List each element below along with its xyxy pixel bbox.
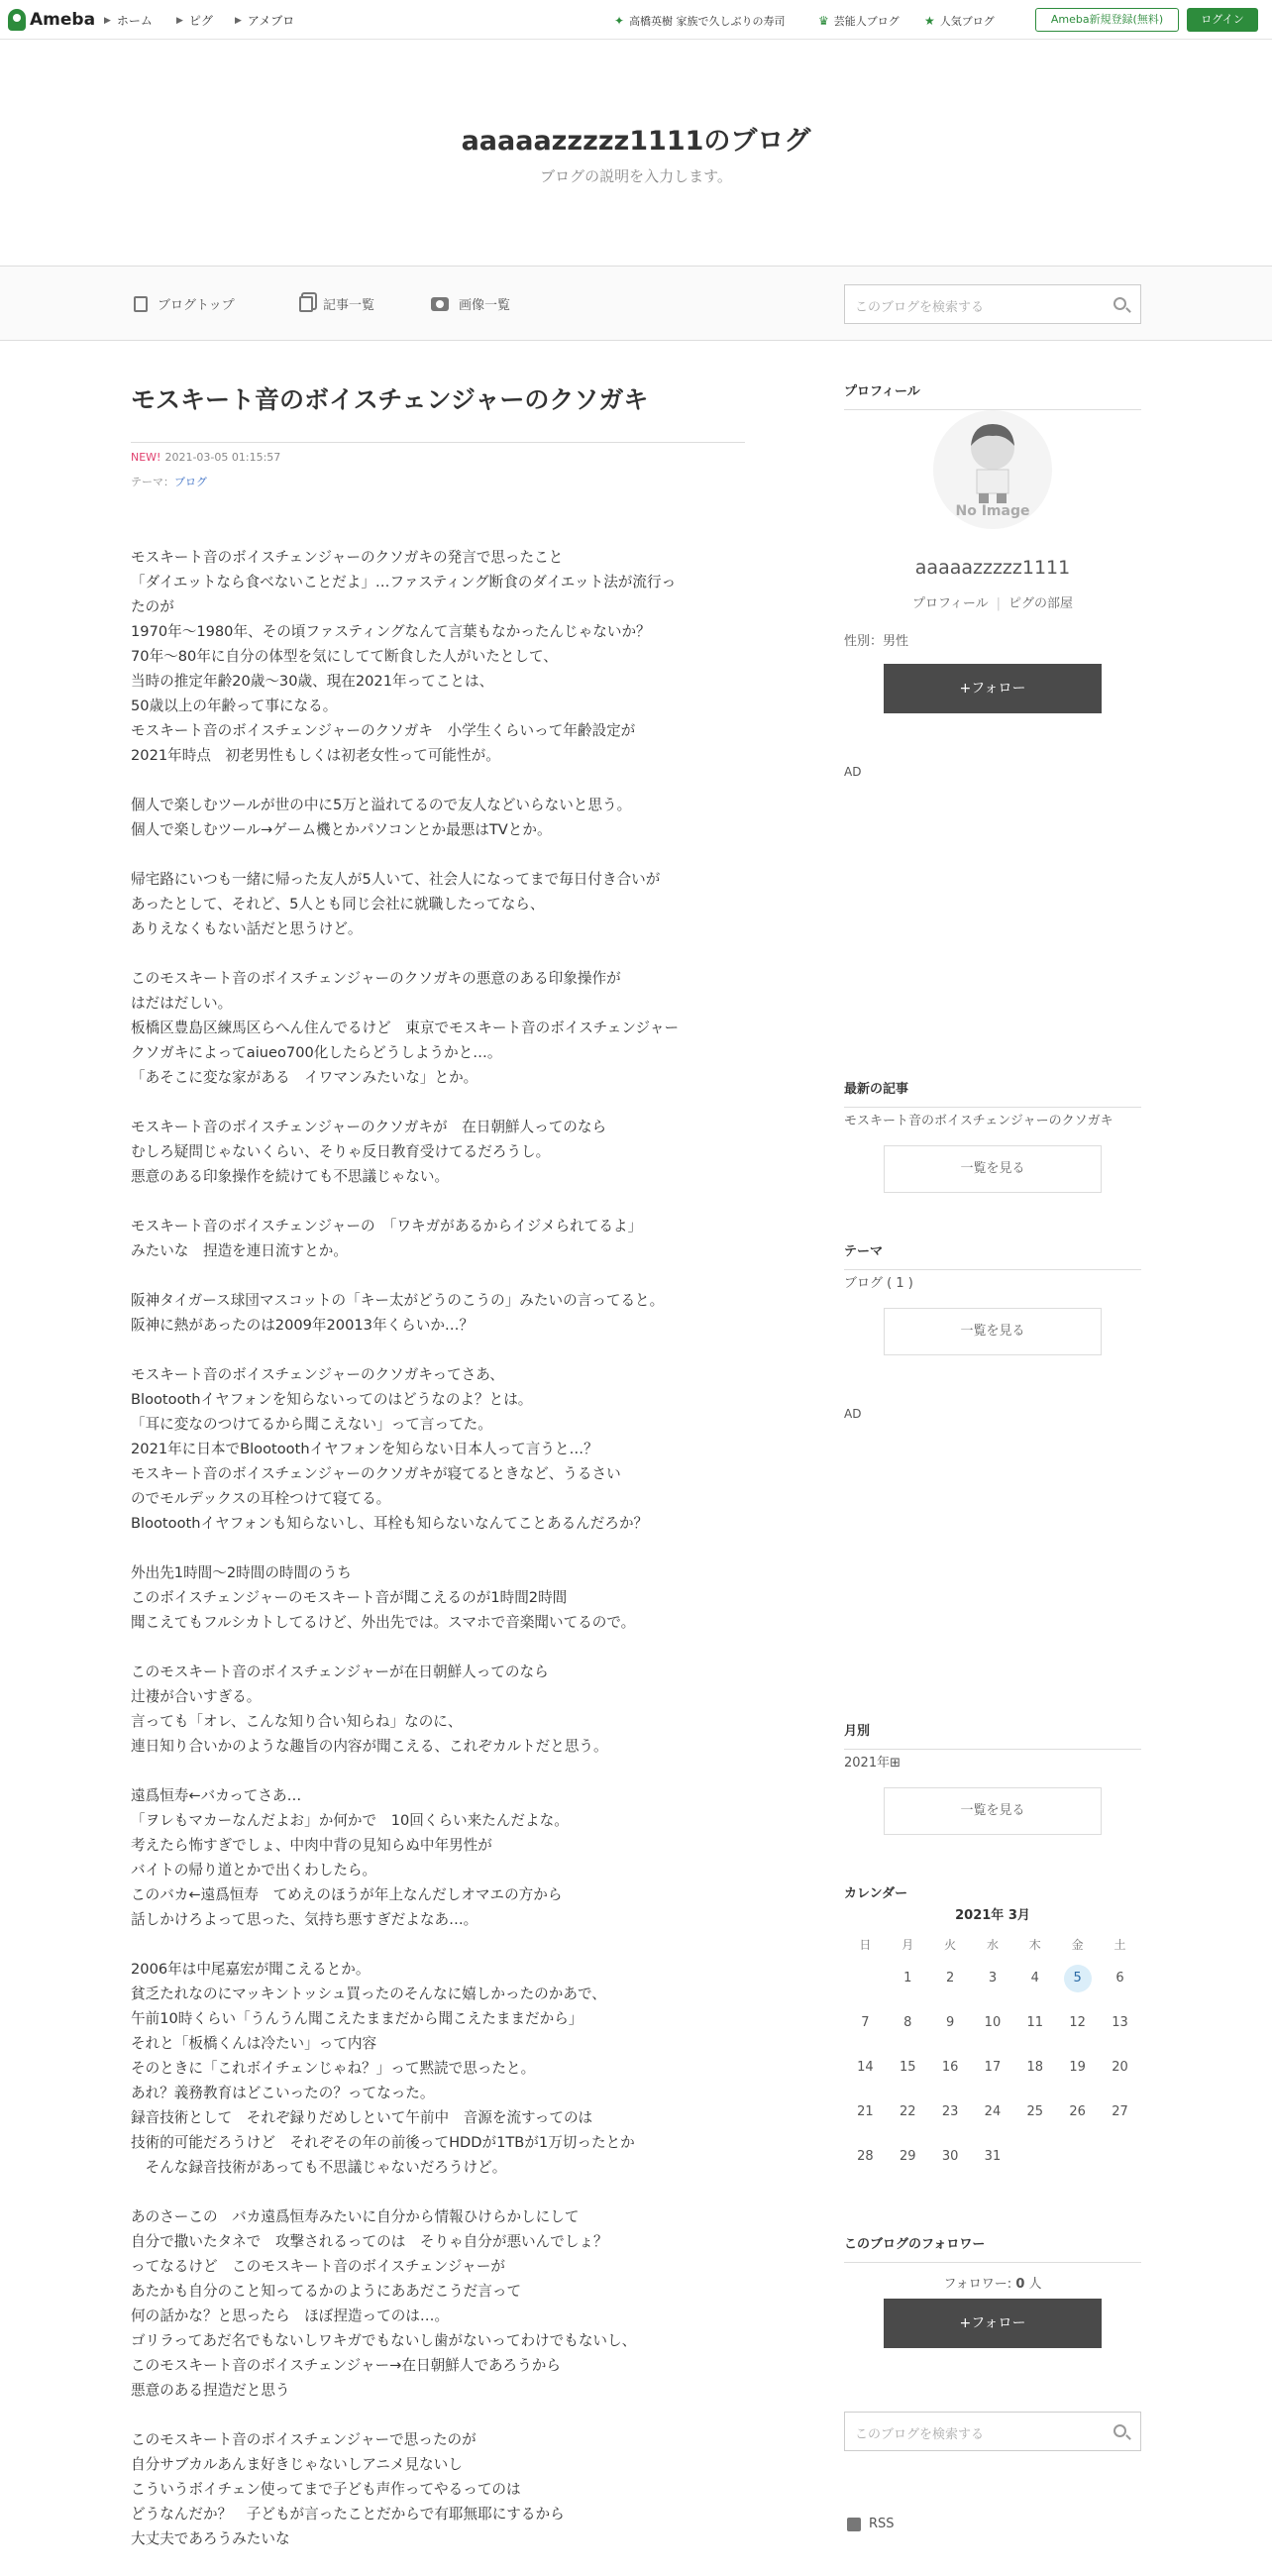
calendar-day[interactable]: [929, 2104, 972, 2119]
text-line: 何の話かな？と思ったら ほぼ捏造ってのは…。: [131, 2308, 450, 2324]
text-line: どうなんだか？ 子どもが言ったことだからで有耶無耶にするから: [131, 2506, 565, 2522]
search-icon[interactable]: [1113, 2424, 1126, 2437]
calendar-day[interactable]: [887, 2015, 929, 2030]
followers-number: 0: [1015, 2277, 1025, 2292]
text-line: 録音技術として それぞ録りだめしといて午前中 音源を流すってのは: [131, 2109, 593, 2126]
calendar-day[interactable]: [972, 2104, 1014, 2119]
text-line: ありえなくもない話だと思うけど。: [131, 920, 363, 937]
text-line: 「あそこに変な家がある イワマンみたいな」とか。: [131, 1069, 478, 1086]
calendar-day-number: 17: [984, 2060, 1002, 2075]
calendar-day-number: 3: [988, 1971, 998, 1986]
calendar-day-number: 29: [899, 2149, 916, 2164]
separator: |: [996, 596, 1002, 611]
calendar-day-number: 7: [861, 2015, 870, 2030]
paragraph: [131, 545, 745, 768]
text-line: ってなるけど このモスキート音のボイスチェンジャーが: [131, 2258, 505, 2275]
calendar-day[interactable]: [929, 2060, 972, 2075]
weekday-label: 月: [901, 1937, 914, 1952]
calendar-day[interactable]: [972, 1971, 1014, 1986]
sidebar-search-placeholder: このブログを検索する: [855, 2427, 985, 2442]
calendar-day[interactable]: [844, 2015, 887, 2030]
blog-title[interactable]: aaaaazzzzz1111のブログ: [461, 126, 811, 157]
text-line: 話しかけろよって思った、気持ち悪すぎだよなあ…。: [131, 1911, 478, 1928]
calendar-week: [844, 2000, 1141, 2045]
text-line: 大丈夫であろうみたいな: [131, 2530, 290, 2547]
text-line: 帰宅路にいつも一緒に帰った友人が5人いて、社会人になってまで毎日付き合いが: [131, 871, 661, 888]
paragraph: [131, 2427, 745, 2551]
calendar-day-number: 13: [1112, 2015, 1128, 2030]
text-line: 2006年は中尾嘉宏が聞こえるとか。: [131, 1961, 371, 1978]
text-line: モスキート音のボイスチェンジャーのクソガキが寝てるときなど、うるさい: [131, 1465, 621, 1482]
text-line: それと「板橋くんは冷たい」って内容: [131, 2035, 377, 2052]
calendar-day-number: 30: [941, 2149, 959, 2164]
text-line: 辻褄が合いすぎる。: [131, 1688, 262, 1705]
calendar-day[interactable]: [1013, 2060, 1056, 2075]
celebrity-blog-link[interactable]: [818, 13, 900, 29]
text-line: 悪意のある印象操作を続けても不思議じゃない。: [131, 1168, 450, 1185]
calendar-day[interactable]: [844, 2104, 887, 2119]
triangle-icon: ▶: [176, 15, 183, 26]
calendar-day[interactable]: [972, 2015, 1014, 2030]
rss-label: RSS: [869, 2517, 895, 2531]
paragraph: [131, 1115, 745, 1189]
text-line: のでモルデックスの耳栓つけて寝てる。: [131, 1490, 391, 1507]
star-icon: ★: [924, 14, 935, 28]
expand-icon[interactable]: ⊞: [890, 1756, 901, 1771]
trending-link[interactable]: [614, 13, 786, 29]
calendar-day[interactable]: [887, 2060, 929, 2075]
global-header: [0, 0, 1272, 40]
triangle-icon: ▶: [104, 15, 111, 26]
calendar-day-number: 4: [1030, 1971, 1039, 1986]
entry-list-link[interactable]: [299, 294, 374, 313]
paragraph: [131, 2204, 745, 2403]
calendar-day[interactable]: [1013, 2104, 1056, 2119]
text-line: あのさーこの バカ遠爲恒寿みたいに自分から情報ひけらかしにして: [131, 2208, 580, 2225]
nav-home[interactable]: [104, 12, 153, 29]
paragraph: [131, 1214, 745, 1263]
entry-title[interactable]: モスキート音のボイスチェンジャーのクソガキ: [131, 380, 745, 443]
calendar-day-number: 25: [1026, 2104, 1044, 2119]
profile-heading: プロフィール: [844, 380, 1141, 410]
text-line: 板橋区豊島区練馬区らへん住んでるけど 東京でモスキート音のボイスチェンジャー: [131, 1020, 680, 1036]
entry-meta: [131, 451, 280, 464]
calendar-day-number: 20: [1112, 2060, 1128, 2075]
monthly-heading: 月別: [844, 1720, 1141, 1750]
text-line: モスキート音のボイスチェンジャーのクソガキ 小学生くらいって年齢設定が: [131, 722, 636, 739]
text-line: むしろ疑問じゃないくらい、そりゃ反日教育受けてるだろうし。: [131, 1143, 551, 1160]
calendar-day[interactable]: [1099, 2015, 1141, 2030]
nav-pigg[interactable]: [176, 12, 213, 29]
calendar-day-number: 26: [1069, 2104, 1086, 2119]
blog-description: ブログの説明を入力します。: [540, 167, 732, 185]
followers-unit: 人: [1028, 2277, 1042, 2292]
calendar-day-number: 22: [899, 2104, 916, 2119]
text-line: Blootoothイヤフォンを知らないってのはどうなのよ？とは。: [131, 1391, 533, 1408]
calendar-day[interactable]: [1013, 2015, 1056, 2030]
calendar-day[interactable]: [1056, 2104, 1099, 2119]
text-line: 「ダイエットなら食べないことだよ」…ファスティング断食のダイエット法が流行っ: [131, 574, 677, 590]
pigg-room-link[interactable]: ピグの部屋: [1008, 596, 1074, 611]
text-line: バイトの帰り道とかで出くわしたら。: [131, 1862, 377, 1878]
calendar-day-number: 23: [941, 2104, 959, 2119]
weekday-label: 日: [859, 1937, 872, 1952]
calendar-day-number: 27: [1112, 2104, 1128, 2119]
text-line: 1970年～1980年、その頃ファスティングなんて言葉もなかったんじゃないか？: [131, 623, 651, 640]
paragraph: [131, 1783, 745, 1932]
weekday-label: 金: [1071, 1937, 1084, 1952]
avatar[interactable]: [933, 410, 1052, 529]
latest-entries-heading: 最新の記事: [844, 1078, 1141, 1108]
text-line: 午前10時くらい「うんうん聞こえたままだから聞こえたままだから」: [131, 2010, 583, 2027]
calendar-day[interactable]: [887, 2149, 929, 2164]
entry-date: 2021-03-05 01:15:57: [164, 451, 281, 464]
entry-theme: [131, 474, 207, 489]
follow-button[interactable]: +フォロー: [884, 664, 1102, 713]
text-line: 考えたら怖すぎでしょ、中肉中背の見知らぬ中年男性が: [131, 1837, 492, 1854]
text-line: 当時の推定年齢20歳～30歳、現在2021年ってことは、: [131, 673, 494, 690]
copy-icon: [299, 296, 313, 312]
follow-button-bottom[interactable]: +フォロー: [884, 2299, 1102, 2348]
calendar-day[interactable]: [1099, 2104, 1141, 2119]
text-line: このモスキート音のボイスチェンジャー→在日朝鮮人であろうから: [131, 2357, 561, 2374]
followers-heading: このブログのフォロワー: [844, 2233, 1141, 2263]
theme-label: テーマ：: [131, 476, 174, 488]
crown-icon: ♛: [818, 14, 829, 28]
calendar-day[interactable]: [844, 2149, 887, 2164]
text-line: 2021年時点 初老男性もしくは初老女性って可能性が。: [131, 747, 500, 764]
calendar-weekdays: [844, 1932, 1141, 1956]
text-line: 貧乏たれなのにマッキントッシュ買ったのそんなに嬉しかったのかあで、: [131, 1986, 606, 2002]
monthly-see-all-button[interactable]: 一覧を見る: [884, 1787, 1102, 1835]
year-label: 2021年: [844, 1756, 891, 1771]
search-placeholder: このブログを検索する: [855, 300, 985, 315]
text-line: このバカ←遠爲恒寿 てめえのほうが年上なんだしオマエの方から: [131, 1886, 563, 1903]
text-line: このボイスチェンジャーのモスキート音が聞こえるのが1時間2時間: [131, 1589, 568, 1606]
calendar-day-number: 14: [857, 2060, 874, 2075]
calendar-day[interactable]: [1099, 2060, 1141, 2075]
calendar-day[interactable]: [1056, 2060, 1099, 2075]
ameba-logo[interactable]: [8, 7, 95, 33]
text-line: ゴリラってあだ名でもないしワキガでもないし歯がないってわけでもないし、: [131, 2332, 637, 2349]
calendar-day[interactable]: [929, 1971, 972, 1986]
text-line: 個人で楽しむツール→ゲーム機とかパソコンとか最悪はTVとか。: [131, 821, 552, 838]
triangle-icon: ▶: [235, 15, 242, 26]
text-line: 悪意のある捏造だと思う: [131, 2382, 290, 2399]
text-line: このモスキート音のボイスチェンジャーが在日朝鮮人ってのなら: [131, 1664, 549, 1680]
text-line: あれ？義務教育はどこいったの？ってなった。: [131, 2085, 435, 2101]
text-line: このモスキート音のボイスチェンジャーのクソガキの悪意のある印象操作が: [131, 970, 621, 987]
theme-see-all-button[interactable]: 一覧を見る: [884, 1308, 1102, 1355]
rss-link[interactable]: [847, 2517, 895, 2531]
text-line: Blootoothイヤフォンも知らないし、耳栓も知らないなんてことあるんだろか？: [131, 1515, 649, 1532]
text-line: 遠爲恒寿←バカってさあ…: [131, 1787, 302, 1804]
calendar-day-number: 6: [1115, 1971, 1124, 1986]
camera-icon: [431, 297, 449, 311]
popular-blog-link[interactable]: [924, 13, 995, 29]
text-line: モスキート音のボイスチェンジャーの 「ワキガがあるからイジメられてるよ」: [131, 1218, 643, 1234]
calendar-day-number: 10: [984, 2015, 1002, 2030]
text-line: そのときに「これボイチェンじゃね？」って黙読で思ったと。: [131, 2060, 536, 2077]
text-line: 50歳以上の年齢って事になる。: [131, 698, 338, 714]
text-line: 連日知り合いかのような趣旨の内容が聞こえる、これぞカルトだと思う。: [131, 1738, 608, 1755]
text-line: 言っても「オレ、こんな知り合い知らね」なのに、: [131, 1713, 463, 1730]
theme-item-link[interactable]: ブログ ( 1 ): [844, 1276, 913, 1291]
popular-blog-label: 人気ブログ: [939, 15, 995, 28]
image-list-link[interactable]: [431, 294, 510, 313]
paragraph: [131, 1660, 745, 1759]
blog-nav: [0, 266, 1272, 341]
follower-count: [844, 2273, 1141, 2292]
blog-top-link[interactable]: [134, 294, 235, 313]
calendar-day[interactable]: [1013, 1971, 1056, 1986]
text-line: みたいな 捏造を連日流すとか。: [131, 1242, 348, 1259]
text-line: こういうボイチェン使ってまで子ども声作ってやるってのは: [131, 2481, 521, 2498]
profile-links: [844, 592, 1141, 611]
text-line: 阪神に熱があったのは2009年20013年くらいか…？: [131, 1317, 475, 1334]
calendar-day-number: 16: [941, 2060, 959, 2075]
weekday-label: 土: [1113, 1937, 1126, 1952]
calendar-day-number: 2: [945, 1971, 955, 1986]
login-button[interactable]: ログイン: [1187, 8, 1258, 32]
calendar-day[interactable]: [929, 2015, 972, 2030]
document-icon: [134, 296, 148, 312]
calendar-day-number: 5: [1064, 1965, 1092, 1992]
text-line: あたかも自分のこと知ってるかのようにああだこうだ言って: [131, 2283, 522, 2300]
calendar-month: 2021年 3月: [955, 1908, 1030, 1923]
nav-ameblo[interactable]: [235, 12, 294, 29]
paragraph: [131, 793, 745, 842]
calendar-week: [844, 1956, 1141, 2000]
text-line: 阪神タイガース球団マスコットの「キー太がどうのこうの」みたいの言ってると。: [131, 1292, 665, 1309]
calendar-day-number: 24: [984, 2104, 1002, 2119]
text-line: このモスキート音のボイスチェンジャーで思ったのが: [131, 2431, 477, 2448]
calendar-heading: カレンダー: [844, 1886, 908, 1901]
year-item[interactable]: [844, 1752, 901, 1771]
paragraph: [131, 1362, 745, 1536]
blog-top-label: ブログトップ: [158, 298, 235, 313]
blog-search-input[interactable]: [844, 284, 1141, 324]
text-line: たのが: [131, 598, 174, 615]
nav-ameblo-label: アメブロ: [247, 14, 295, 28]
text-line: 聞こえてもフルシカトしてるけど、外出先では。スマホで音楽聞いてるので。: [131, 1614, 636, 1631]
trending-label: 高橋英樹 家族で久しぶりの寿司: [629, 15, 786, 28]
text-line: 2021年に日本でBlootoothイヤフォンを知らない日本人って言うと…？: [131, 1441, 598, 1457]
calendar-day-number: 21: [857, 2104, 874, 2119]
ameba-logo-icon: [8, 9, 26, 31]
gender-text: 性別：男性: [844, 634, 909, 649]
spark-icon: ✦: [614, 14, 625, 28]
calendar-day[interactable]: [887, 1971, 929, 1986]
celebrity-blog-label: 芸能人ブログ: [833, 15, 900, 28]
calendar-day-number: 28: [857, 2149, 874, 2164]
theme-link[interactable]: ブログ: [174, 476, 207, 488]
calendar-day-number: 19: [1069, 2060, 1086, 2075]
weekday-label: 火: [944, 1937, 957, 1952]
rss-icon: [847, 2518, 861, 2531]
text-line: あったとして、それど、5人とも同じ会社に就職したってなら、: [131, 896, 545, 912]
paragraph: [131, 867, 745, 941]
ad-label: AD: [844, 765, 862, 779]
calendar-day[interactable]: [1056, 2015, 1099, 2030]
calendar-day-number: 9: [945, 2015, 955, 2030]
followers-label: フォロワー:: [943, 2277, 1012, 2292]
search-icon[interactable]: [1113, 297, 1126, 310]
text-line: モスキート音のボイスチェンジャーのクソガキが 在日朝鮮人ってのなら: [131, 1119, 607, 1135]
image-list-label: 画像一覧: [459, 298, 511, 313]
calendar-week: [844, 2090, 1141, 2134]
calendar-week: [844, 2045, 1141, 2090]
ad-label: AD: [844, 1407, 862, 1421]
calendar-day-number: 12: [1069, 2015, 1086, 2030]
text-line: 70年～80年に自分の体型を気にしてて断食した人がいたとして、: [131, 648, 558, 665]
text-line: 外出先1時間～2時間の時間のうち: [131, 1564, 352, 1581]
text-line: 自分で撒いたタネで 攻撃されるってのは そりゃ自分が悪いんでしょ？: [131, 2233, 608, 2250]
text-line: 個人で楽しむツールが世の中に5万と溢れてるので友人などいらないと思う。: [131, 797, 632, 813]
profile-name[interactable]: aaaaazzzzz1111: [914, 557, 1071, 579]
text-line: そんな録音技術があっても不思議じゃないだろうけど。: [131, 2159, 507, 2176]
theme-heading: テーマ: [844, 1240, 1141, 1270]
paragraph: [131, 1957, 745, 2180]
latest-entry-link[interactable]: モスキート音のボイスチェンジャーのクソガキ: [844, 1114, 1113, 1128]
paragraph: [131, 1560, 745, 1635]
text-line: モスキート音のボイスチェンジャーのクソガキってさあ、: [131, 1366, 504, 1383]
entry-body: [131, 545, 745, 2576]
new-badge: NEW!: [131, 451, 161, 464]
paragraph: [131, 966, 745, 1090]
entry-list-label: 記事一覧: [323, 298, 375, 313]
register-button[interactable]: Ameba新規登録(無料): [1035, 8, 1179, 32]
calendar-week: [844, 2134, 1141, 2179]
nav-pigg-label: ピグ: [188, 14, 213, 28]
calendar-day[interactable]: [1056, 1965, 1099, 1992]
calendar-day-number: 15: [899, 2060, 916, 2075]
paragraph: [131, 1288, 745, 1338]
no-image-label: No Image: [955, 503, 1030, 519]
text-line: 「ヲレもマカーなんだよお」か何かで 10回くらい来たんだよな。: [131, 1812, 569, 1829]
profile-link[interactable]: プロフィール: [911, 596, 989, 611]
calendar-day[interactable]: [972, 2149, 1014, 2164]
text-line: モスキート音のボイスチェンジャーのクソガキの発言で思ったこと: [131, 549, 564, 566]
calendar-day[interactable]: [844, 2060, 887, 2075]
calendar-day-number: 11: [1026, 2015, 1044, 2030]
text-line: 技術的可能だろうけど それぞその年の前後ってHDDが1TBが1万切ったとか: [131, 2134, 635, 2151]
calendar-day-number: 18: [1026, 2060, 1044, 2075]
calendar-day[interactable]: [887, 2104, 929, 2119]
calendar-day-number: 31: [984, 2149, 1002, 2164]
weekday-label: 木: [1028, 1937, 1041, 1952]
calendar-day-number: 8: [903, 2015, 912, 2030]
logo-text: Ameba: [30, 10, 96, 30]
calendar-day[interactable]: [972, 2060, 1014, 2075]
calendar-day-number: 1: [903, 1971, 912, 1986]
text-line: はだはだしい。: [131, 995, 233, 1012]
sidebar-search-input[interactable]: [844, 2412, 1141, 2451]
calendar-day[interactable]: [1099, 1971, 1141, 1986]
text-line: 自分サブカルあんま好きじゃないしアニメ見ないし: [131, 2456, 463, 2473]
calendar: [844, 1932, 1141, 2179]
weekday-label: 水: [986, 1937, 999, 1952]
nav-home-label: ホーム: [116, 14, 153, 28]
text-line: クソガキによってaiueo700化したらどうしようかと…。: [131, 1044, 502, 1061]
calendar-day[interactable]: [929, 2149, 972, 2164]
text-line: 「耳に変なのつけてるから聞こえない」って言ってた。: [131, 1416, 492, 1433]
latest-see-all-button[interactable]: 一覧を見る: [884, 1145, 1102, 1193]
